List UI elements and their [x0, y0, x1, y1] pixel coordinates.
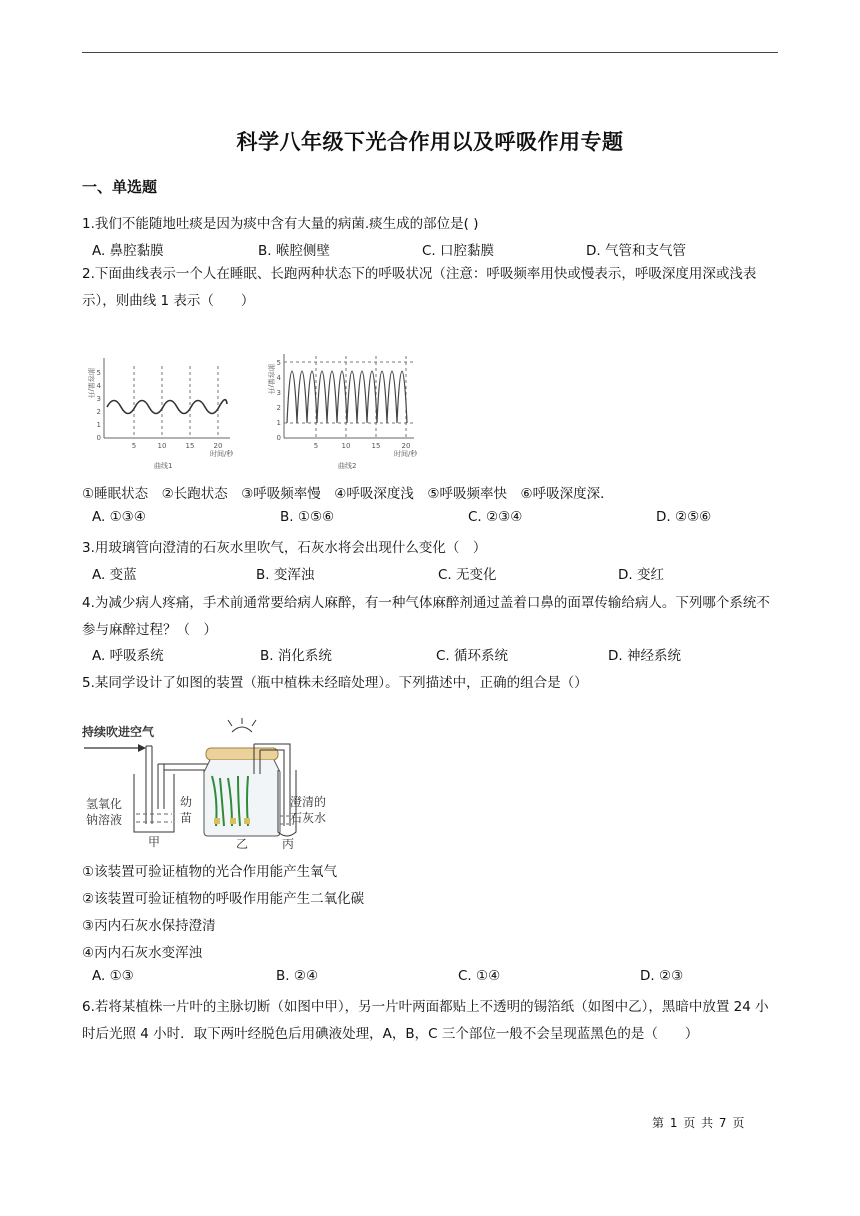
curve1-ytick: 0 — [96, 434, 101, 442]
curve1-ytick: 1 — [96, 421, 101, 429]
curve1-xtick: 5 — [131, 442, 137, 450]
curve1-xtick: 20 — [213, 442, 223, 450]
curve2-xlabel: 时间/秒 — [394, 450, 418, 458]
page-footer: 第 1 页 共 7 页 — [652, 1116, 746, 1130]
curve1-ytick: 3 — [96, 395, 101, 403]
curve2-ylabel: 肺容量/升 — [267, 364, 275, 395]
q3-option-d: D. 变红 — [618, 567, 664, 583]
q5-option-d: D. ②③ — [640, 968, 684, 984]
q3-stem: 3.用玻璃管向澄清的石灰水里吹气，石灰水将会出现什么变化（ ） — [82, 540, 487, 556]
curve2-ytick: 4 — [276, 374, 281, 382]
q3-option-b: B. 变浑浊 — [256, 567, 315, 583]
fig-bing-label: 丙 — [282, 837, 295, 850]
q4-option-a: A. 呼吸系统 — [92, 648, 164, 664]
curve2-ytick: 2 — [276, 404, 281, 412]
q5-option-c: C. ①④ — [458, 968, 501, 984]
q5-statement-3: ③丙内石灰水保持澄清 — [82, 918, 216, 934]
fig-lime-label: 澄清的 — [290, 795, 327, 809]
fig-naoh-label: 钠溶液 — [86, 813, 123, 827]
q4-option-c: C. 循环系统 — [436, 648, 509, 664]
fig-lime-label: 石灰水 — [290, 811, 327, 825]
q1-option-d: D. 气管和支气管 — [586, 243, 686, 259]
q2-option-a: A. ①③④ — [92, 509, 146, 525]
q2-figure-curve1 — [82, 352, 242, 470]
q5-statement-4: ④丙内石灰水变浑浊 — [82, 945, 203, 961]
page-title: 科学八年级下光合作用以及呼吸作用专题 — [236, 130, 624, 154]
curve1-ytick: 2 — [96, 408, 101, 416]
curve1-ytick: 4 — [96, 382, 101, 390]
curve1-ytick: 5 — [96, 369, 101, 377]
fig-naoh-label: 氢氧化 — [86, 797, 123, 811]
curve2-xtick: 15 — [371, 442, 381, 450]
q2-items: ①睡眠状态 ②长跑状态 ③呼吸频率慢 ④呼吸深度浅 ⑤呼吸频率快 ⑥呼吸深度深． — [82, 486, 614, 502]
curve2-caption: 曲线2 — [338, 462, 357, 470]
q4-option-d: D. 神经系统 — [608, 648, 681, 664]
q4-stem: 4.为减少病人疼痛，手术前通常要给病人麻醉，有一种气体麻醉剂通过盖着口鼻的面罩传输给病人。下列哪个系统不参与麻醉过程？（ ） — [82, 595, 770, 638]
q5-option-b: B. ②④ — [276, 968, 319, 984]
fig-yi-label: 乙 — [236, 837, 249, 850]
curve1-xtick: 15 — [185, 442, 195, 450]
fig-jia-label: 甲 — [148, 835, 161, 849]
q1-option-b: B. 喉腔侧壁 — [258, 243, 330, 259]
q5-apparatus-figure — [82, 714, 342, 850]
q2-figure-curve2 — [262, 348, 426, 470]
fig-air-label: 持续吹进空气 — [82, 725, 155, 739]
curve1-xtick: 10 — [157, 442, 167, 450]
curve1-ylabel: 肺容量/升 — [87, 368, 95, 399]
q4-option-b: B. 消化系统 — [260, 648, 332, 664]
curve2-xtick: 5 — [313, 442, 319, 450]
q5-option-a: A. ①③ — [92, 968, 134, 984]
curve2-ytick: 3 — [276, 389, 281, 397]
q6-stem: 6.若将某植株一片叶的主脉切断（如图中甲），另一片叶两面都贴上不透明的锡箔纸（如图中乙），黑暗中放置 24 小时后光照 4 小时．取下两叶经脱色后用碘液处理，A，B，C 三个部位一般不会呈现蓝黑色的是（ ） — [82, 999, 769, 1042]
q1-option-a: A. 鼻腔黏膜 — [92, 243, 164, 259]
fig-seedling-label: 幼 — [180, 795, 193, 809]
header-rule — [82, 52, 778, 53]
q3-option-a: A. 变蓝 — [92, 567, 137, 583]
q5-stem: 5.某同学设计了如图的装置（瓶中植株未经暗处理）。下列描述中，正确的组合是（） — [82, 675, 588, 691]
curve1-caption: 曲线1 — [154, 462, 173, 470]
curve2-ytick: 5 — [276, 359, 281, 367]
q1-option-c: C. 口腔黏膜 — [422, 243, 495, 259]
q5-statement-1: ①该装置可验证植物的光合作用能产生氧气 — [82, 864, 338, 880]
q2-stem: 2.下面曲线表示一个人在睡眠、长跑两种状态下的呼吸状况（注意：呼吸频率用快或慢表示，呼吸深度用深或浅表示），则曲线 1 表示（ ） — [82, 266, 757, 309]
curve2-xtick: 10 — [341, 442, 351, 450]
q2-option-d: D. ②⑤⑥ — [656, 509, 712, 525]
q5-statement-2: ②该装置可验证植物的呼吸作用能产生二氧化碳 — [82, 891, 365, 907]
q3-option-c: C. 无变化 — [438, 567, 497, 583]
section-heading: 一、单选题 — [82, 178, 158, 196]
curve2-ytick: 0 — [276, 434, 281, 442]
curve1-xlabel: 时间/秒 — [210, 450, 234, 458]
q1-stem: 1.我们不能随地吐痰是因为痰中含有大量的病菌.痰生成的部位是( ) — [82, 216, 479, 232]
curve2-ytick: 1 — [276, 419, 281, 427]
fig-seedling-label: 苗 — [180, 811, 193, 825]
q2-option-b: B. ①⑤⑥ — [280, 509, 335, 525]
curve2-xtick: 20 — [401, 442, 411, 450]
q2-option-c: C. ②③④ — [468, 509, 523, 525]
